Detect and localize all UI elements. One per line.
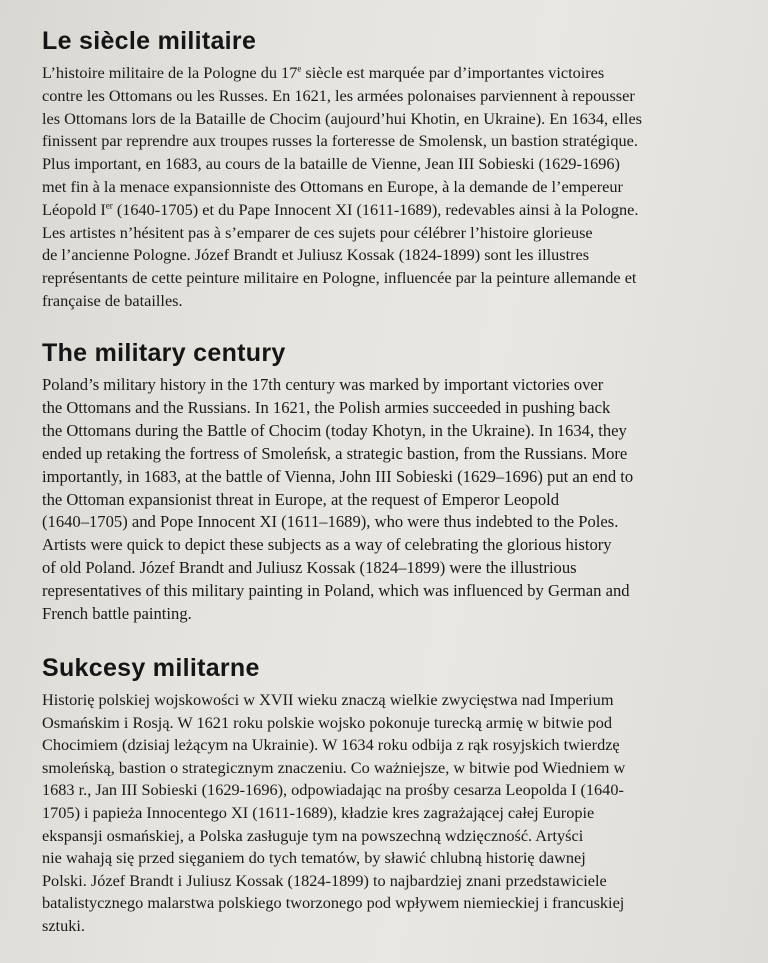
paragraph-line: [42, 870, 732, 893]
paragraph-line: [42, 267, 732, 290]
paragraph-line: [42, 290, 732, 313]
text-segment: of old Poland. Józef Brandt and Juliusz Kossak (1824–1899) were the illustrious: [42, 558, 577, 578]
paragraph-line: [42, 199, 732, 222]
paragraph-line: [42, 603, 732, 626]
text-segment: siècle est marquée par d’importantes victoires: [301, 63, 605, 82]
paragraph-line: [42, 802, 732, 825]
english-heading: The military century: [42, 339, 286, 367]
text-segment: (1640–1705) and Pope Innocent XI (1611–1689), who were thus indebted to the Poles.: [42, 512, 619, 532]
french-section: [42, 26, 732, 313]
paragraph-line: [42, 374, 732, 397]
text-segment: Plus important, en 1683, au cours de la bataille de Vienne, Jean III Sobieski (1629-1696): [42, 154, 620, 174]
paragraph-line: [42, 62, 732, 85]
text-segment: French battle painting.: [42, 604, 192, 624]
text-segment: met fin à la menace expansionniste des Ottomans en Europe, à la demande de l’empereur: [42, 176, 623, 196]
text-segment: the Ottomans and the Russians. In 1621, the Polish armies succeeded in pushing back: [42, 397, 611, 417]
french-heading: Le siècle militaire: [42, 27, 257, 55]
paragraph-line: [42, 222, 732, 245]
paragraph-line: [42, 915, 732, 938]
paragraph-line: [42, 511, 732, 534]
text-segment: batalistycznego malarstwa polskiego tworzonego pod wpływem niemieckiej i francuskiej: [42, 893, 625, 913]
text-segment: Léopold I: [42, 199, 106, 219]
paragraph-line: [42, 757, 732, 780]
text-segment: importantly, in 1683, at the battle of Vienna, John III Sobieski (1629–1696) put an end to: [42, 466, 634, 486]
text-segment: (1640-1705) et du Pape Innocent XI (1611-1689), redevables ainsi à la Pologne.: [112, 199, 639, 219]
text-segment: smoleńską, bastion o strategicznym znaczeniu. Co ważniejsze, w bitwie pod Wiedniem w: [42, 757, 626, 777]
text-segment: the Ottoman expansionist threat in Europe, at the request of Emperor Leopold: [42, 489, 560, 509]
paragraph-line: [42, 397, 732, 420]
text-segment: Polski. Józef Brandt i Juliusz Kossak (1824-1899) to najbardziej znani przedstawiciele: [42, 870, 607, 890]
paragraph-line: [42, 85, 732, 108]
paragraph-line: [42, 466, 732, 489]
text-segment: contre les Ottomans ou les Russes. En 1621, les armées polonaises parviennent à repousser: [42, 85, 635, 105]
text-segment: ended up retaking the fortress of Smoleńsk, a strategic bastion, from the Russians. More: [42, 443, 628, 463]
text-segment: les Ottomans lors de la Bataille de Chocim (aujourd’hui Khotin, en Ukraine). En 1634, elles: [42, 108, 643, 128]
text-segment: Chocimiem (dzisiaj leżącym na Ukrainie). W 1634 roku odbija z rąk rosyjskich twierdzę: [42, 735, 620, 755]
text-segment: Osmańskim i Rosją. W 1621 roku polskie wojsko pokonuje turecką armię w bitwie pod: [42, 712, 613, 732]
paragraph-line: [42, 580, 732, 603]
text-segment: Les artistes n’hésitent pas à s’emparer de ces sujets pour célébrer l’histoire glorieuse: [42, 222, 593, 242]
superscript: e: [297, 63, 302, 74]
text-segment: 1683 r., Jan III Sobieski (1629-1696), odpowiadając na prośby cesarza Leopolda I (1640-: [42, 780, 624, 800]
paragraph-line: [42, 712, 732, 735]
text-segment: représentants de cette peinture militaire en Pologne, influencée par la peinture allemande et: [42, 268, 637, 288]
polish-section: [42, 653, 732, 938]
text-segment: Poland’s military history in the 17th century was marked by important victories over: [42, 375, 604, 394]
paragraph-line: [42, 892, 732, 915]
english-body: [42, 374, 732, 626]
text-segment: ekspansji osmańskiej, a Polska zasługuje tym na powszechną wdzięczność. Artyści: [42, 825, 584, 845]
paragraph-line: [42, 130, 732, 153]
superscript: er: [105, 200, 113, 211]
paragraph-line: [42, 734, 732, 757]
paragraph-line: [42, 779, 732, 802]
paragraph-line: [42, 108, 732, 131]
text-segment: française de batailles.: [42, 290, 183, 310]
english-section: [42, 338, 732, 626]
text-segment: Artists were quick to depict these subjects as a way of celebrating the glorious history: [42, 535, 612, 555]
paragraph-line: [42, 176, 732, 199]
paragraph-line: [42, 534, 732, 557]
paragraph-line: [42, 689, 732, 712]
text-segment: sztuki.: [42, 915, 85, 935]
text-segment: finissent par reprendre aux troupes russes la forteresse de Smolensk, un bastion stratégique.: [42, 131, 638, 151]
text-segment: L’histoire militaire de la Pologne du 17: [42, 63, 298, 82]
text-segment: 1705) i papieża Innocentego XI (1611-1689), kładzie kres zagrażającej całej Europie: [42, 802, 595, 822]
paragraph-line: [42, 847, 732, 870]
text-segment: the Ottomans during the Battle of Chocim (today Khotyn, in the Ukraine). In 1634, they: [42, 420, 627, 440]
text-segment: representatives of this military painting in Poland, which was influenced by German and: [42, 581, 630, 601]
text-segment: de l’ancienne Pologne. Józef Brandt et Juliusz Kossak (1824-1899) sont les illustres: [42, 245, 590, 265]
polish-heading: Sukcesy militarne: [42, 654, 260, 682]
paragraph-line: [42, 420, 732, 443]
text-segment: Historię polskiej wojskowości w XVII wieku znaczą wielkie zwycięstwa nad Imperium: [42, 690, 614, 709]
paragraph-line: [42, 489, 732, 512]
paragraph-line: [42, 443, 732, 466]
paragraph-line: [42, 153, 732, 176]
paragraph-line: [42, 244, 732, 267]
polish-body: [42, 689, 732, 938]
text-segment: nie wahają się przed sięganiem do tych tematów, by sławić chlubną historię dawnej: [42, 848, 586, 868]
french-body: [42, 62, 732, 313]
paragraph-line: [42, 557, 732, 580]
paragraph-line: [42, 825, 732, 848]
